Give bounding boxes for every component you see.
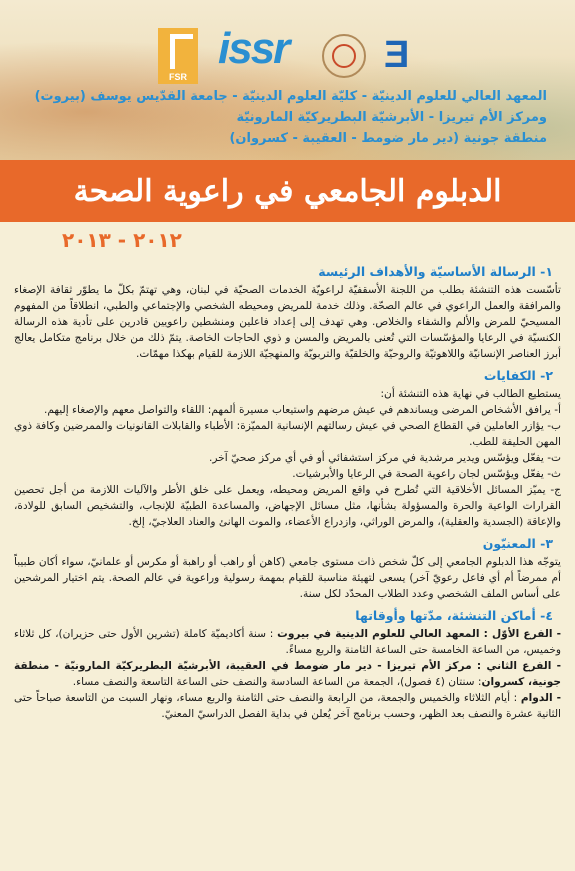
fsr-logo [158, 28, 198, 84]
seal-inner-icon [332, 44, 356, 68]
location-item-label: - الفرع الثاني : مركز الأم تيريزا - دير مار ضومط في العقيبة، الأبرشيّة البطريركيّة المارونيّة - منطقة جونية، كسروان [14, 660, 561, 688]
section-1-title: ١- الرسالة الأساسيّة والأهداف الرئيسة [318, 264, 553, 279]
title-banner [0, 160, 575, 222]
location-item-label: - الدوام [520, 692, 561, 704]
location-item-label: - الفرع الأوّل : المعهد العالي للعلوم الدينية في بيروت [277, 628, 561, 640]
logo-strip [0, 18, 575, 88]
org-line-3: منطقة جونية (دير مار ضومط - العقيبة - كسروان) [229, 131, 547, 146]
usj-logo-icon: Ǝ [384, 34, 410, 76]
org-line-1: المعهد العالي للعلوم الدينيّة - كليّة العلوم الدينيّة - جامعة القدّيس يوسف (بيروت) [34, 89, 547, 104]
seal-logo-icon [322, 34, 366, 78]
section-3-text: يتوجّه هذا الدبلوم الجامعي إلى كلّ شخص ذات مستوى جامعي (كاهن أو راهب أو راهبة أو مكرس أو علمانيّ، سواء أكان طبيباً أم ممرضاً أم أي فاعل رعويّ آخر) يسعى لتهيئة مناسبة للقيام بمهمة رسولية وراعوية في عالم الصحة. يتم اختيار المرشحين على أساس الملف الشخصي وعدد الطلاب المحدّد لكل سنة. [14, 556, 561, 600]
main-content [14, 258, 561, 722]
competency-item: ث- يفعّل ويؤسّس لجان راعوية الصحة في الرعايا والأبرشيات. [292, 468, 561, 480]
location-item-text: : سنتان (٤ فصول)، الجمعة من الساعة السادسة والنصف حتى الساعة التاسعة والنصف مساء. [72, 676, 482, 688]
academic-year: ٢٠١٢ - ٢٠١٣ [62, 228, 182, 252]
organization-lines [27, 86, 547, 149]
section-2-intro: يستطيع الطالب في نهاية هذه التنشئة أن: [380, 388, 561, 400]
page-title: الدبلوم الجامعي في راعوية الصحة [73, 173, 502, 209]
section-1-text: تأسّست هذه التنشئة بطلب من اللجنة الأسقفيّة لراعويّة الخدمات الصحيّة في لبنان، وهي تهتمّ بكلّ ما يطوّر ثقافة الإصغاء والمرافقة والعمل الراعوي في عالم الصحّة. وذلك خدمة للمريض ومحيطه الشخصي والإجتماعي والطبي، انطلاقاً من المفهوم المسيحيّ للمرض والألم والشفاء والخلاص. وهي تهدف إلى إعداد فاعلين ومنشطين راعويين قادرين على تأدية هذه الرسالة الكنسيّة في الرعايا والمؤسّسات التي تُعنى بالمريض والمسن و ذوي الحاجات الخاصة. يتمّ ذلك من خلال برنامج متكامل يعالج أبرز العناصر الإنسانيّة واللاهوتيّة والروحيّة والخلقيّة والتربويّة والمنهجيّة اللازمة للقيام بهكذا مهمّات. [14, 284, 561, 360]
competency-item: أ- يرافق الأشخاص المرضى ويساندهم في عيش مرضهم واستيعاب مسيرة ألمهم: اللقاء والتواصل معهم والإصغاء إليهم. [44, 404, 561, 416]
section-3-title: ٣- المعنيّون [482, 536, 553, 551]
competency-item: ت- يفعّل ويؤسّس ويدير مرشدية في مركز استشفائي أو في أي مركز صحيّ آخر. [208, 452, 561, 464]
location-item [14, 658, 561, 690]
location-item-text: : سنة أكاديميّة كاملة (تشرين الأول حتى حزيران)، كل ثلاثاء وخميس، من الساعة الخامسة حتى الساعة الثامنة والربع مساءً. [14, 628, 561, 656]
fsr-mark-icon [170, 34, 193, 69]
fsr-logo-text: FSR [169, 72, 187, 82]
competency-item: ب- يؤازر العاملين في القطاع الصحي في عيش رسالتهم الإنسانية المميّزة: الأطباء والقابلات القانونيات والممرضين وكافة ذوي المهن الحليفة للطب. [14, 420, 561, 448]
location-item [14, 626, 561, 658]
competency-item: ج- يميّز المسائل الأخلاقية التي تُطرح في واقع المريض ومحيطه، ويعمل على خلق الأطر والآليات اللازمة من أجل تحصين القرارات الواعية والحرة والمسؤولة بشأنها، مثل مسائل الإجهاض، والمساعدة الطبيّة للإنجاب، والتشخيص السابق للولادة، والإعاقة (الجسدية والعقلية)، والمرض الوراثي، وازدراع الأعضاء، والموت الهانئ والعناد العلاجيّ، إلخ. [14, 484, 561, 528]
issr-logo: issr [218, 24, 289, 73]
header-artwork [0, 0, 575, 160]
section-4-title: ٤- أماكن التنشئة، مدّتها وأوقاتها [355, 608, 553, 623]
org-line-2: ومركز الأم تيريزا - الأبرشيّة البطريركيّة المارونيّة [236, 110, 547, 125]
location-item-text: : أيام الثلاثاء والخميس والجمعة، من الرابعة والنصف حتى الثامنة والربع مساء، ونهار السبت من التاسعة صباحاً حتى الثانية عشرة والنصف بعد الظهر، وحسب برنامج آخر يُعلن في بداية الفصل الدراسيّ المعنيّ. [14, 692, 561, 720]
location-item [14, 690, 561, 722]
section-2-title: ٢- الكفايات [483, 368, 553, 383]
